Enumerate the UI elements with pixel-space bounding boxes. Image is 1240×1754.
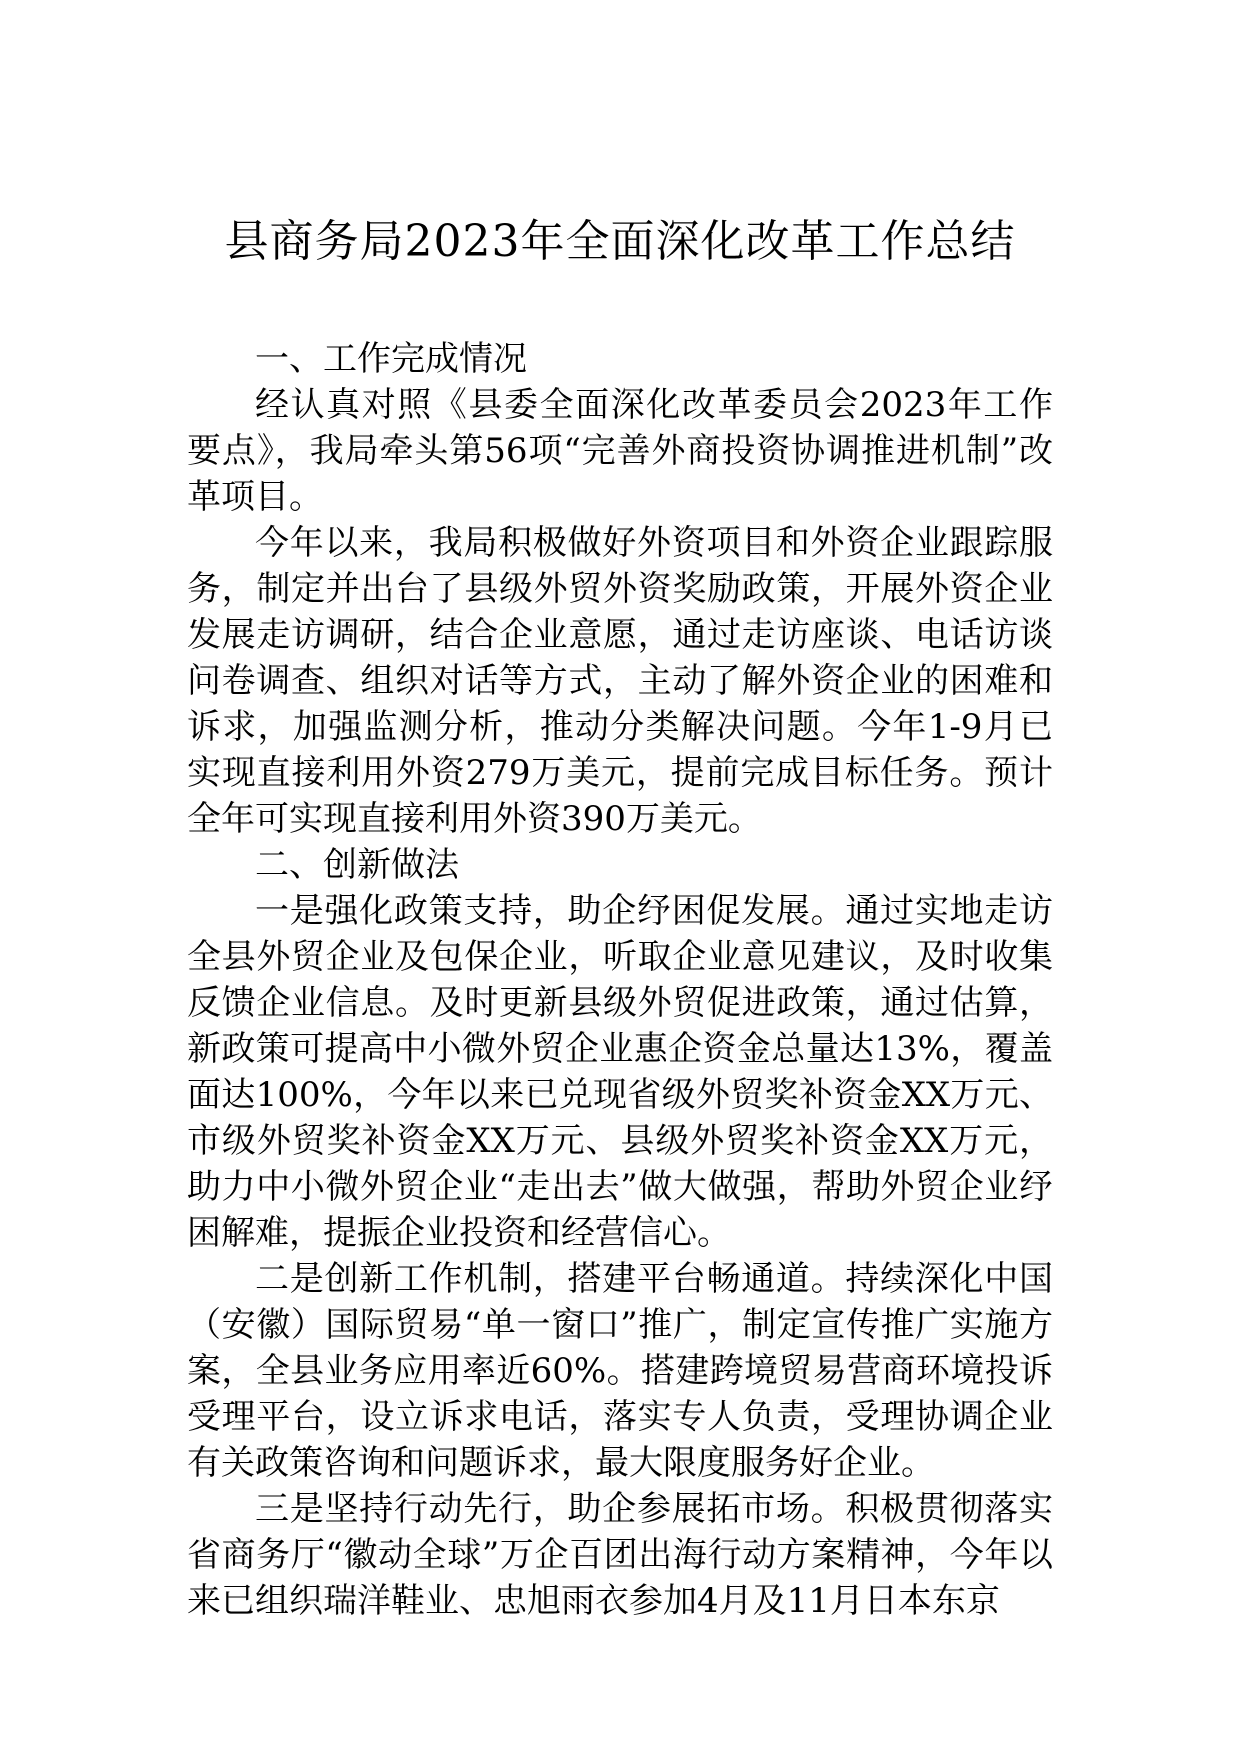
document-title: 县商务局2023年全面深化改革工作总结 xyxy=(224,216,1016,267)
section-heading-innovation: 二、创新做法 xyxy=(255,845,459,885)
paragraph: 一是强化政策支持，助企纾困促发展。通过实地走访全县外贸企业及包保企业，听取企业意见建议，及时收集反馈企业信息。及时更新县级外贸促进政策，通过估算，新政策可提高中小微外贸企业惠企资金总量达13%，覆盖面达100%，今年以来已兑现省级外贸奖补资金XX万元、市级外贸奖补资金XX万元、县级外贸奖补资金XX万元，助力中小微外贸企业“走出去”做大做强，帮助外贸企业纾困解难，提振企业投资和经营信心。 xyxy=(187,891,1053,1253)
paragraph: 今年以来，我局积极做好外资项目和外资企业跟踪服务，制定并出台了县级外贸外资奖励政策，开展外资企业发展走访调研，结合企业意愿，通过走访座谈、电话访谈问卷调查、组织对话等方式，主动了解外资企业的困难和诉求，加强监测分析，推动分类解决问题。今年1-9月已实现直接利用外资279万美元，提前完成目标任务。预计全年可实现直接利用外资390万美元。 xyxy=(187,523,1053,839)
document-body xyxy=(187,336,1053,1624)
section-heading-completion: 一、工作完成情况 xyxy=(255,339,527,379)
paragraph: 三是坚持行动先行，助企参展拓市场。积极贯彻落实省商务厅“徽动全球”万企百团出海行动方案精神，今年以来已组织瑞洋鞋业、忠旭雨衣参加4月及11月日本东京 xyxy=(187,1489,1053,1621)
paragraph: 二是创新工作机制，搭建平台畅通道。持续深化中国（安徽）国际贸易“单一窗口”推广，制定宣传推广实施方案，全县业务应用率近60%。搭建跨境贸易营商环境投诉受理平台，设立诉求电话，落实专人负责，受理协调企业有关政策咨询和问题诉求，最大限度服务好企业。 xyxy=(187,1259,1053,1483)
paragraph: 经认真对照《县委全面深化改革委员会2023年工作要点》，我局牵头第56项“完善外商投资协调推进机制”改革项目。 xyxy=(187,385,1053,517)
